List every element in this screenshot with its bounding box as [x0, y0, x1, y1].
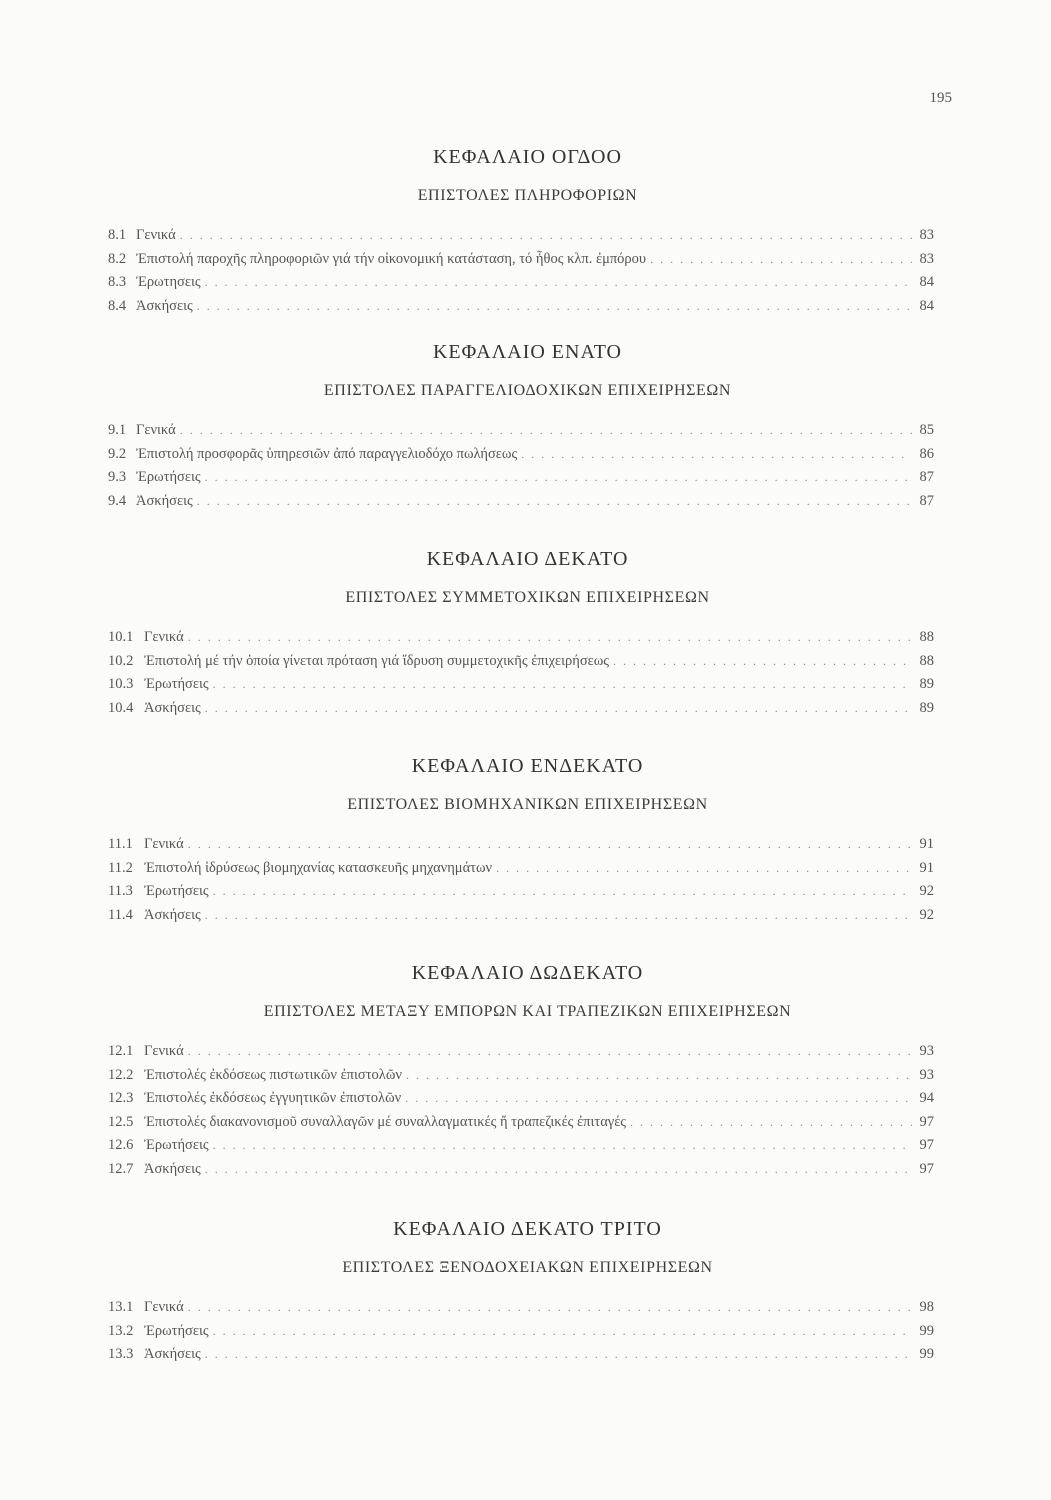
entry-title: Γενικά [144, 836, 184, 852]
toc-entry-9-4[interactable] [108, 493, 934, 517]
entry-number: 12.6 [108, 1137, 134, 1153]
entry-title: Ἀσκήσεις [144, 1160, 201, 1177]
entry-page: 97 [919, 1137, 934, 1153]
toc-entry-10-1[interactable] [108, 629, 934, 653]
toc-entry-12-6[interactable] [108, 1137, 934, 1161]
entry-number: 11.4 [108, 906, 133, 923]
entry-title: Ἀσκήσεις [144, 1346, 201, 1362]
entry-title: Ἐπιστολές διακανονισμοῦ συναλλαγῶν μέ συναλλαγματικές ἤ τραπεζικές ἐπιταγές [144, 1113, 627, 1130]
chapter-title: ΚΕΦΑΛΑΙΟ ΔΕΚΑΤΟ [426, 548, 629, 570]
toc-entry-13-3[interactable] [108, 1346, 934, 1370]
entry-title: Ἐπιστολή προσφορᾶς ὑπηρεσιῶν ἀπό παραγγελιοδόχο πωλήσεως [136, 445, 518, 462]
chapter-subtitle: ΕΠΙΣΤΟΛΕΣ ΒΙΟΜΗΧΑΝΙΚΩΝ ΕΠΙΧΕΙΡΗΣΕΩΝ [347, 796, 708, 813]
entry-page: 98 [919, 1299, 934, 1315]
chapter-title: ΚΕΦΑΛΑΙΟ ΕΝΑΤΟ [432, 341, 623, 363]
entry-page: 97 [919, 1160, 934, 1177]
dot-leader [180, 228, 912, 243]
dot-leader [197, 299, 912, 314]
chapter-10 [0, 548, 1051, 723]
entry-page: 91 [919, 859, 934, 876]
dot-leader [650, 252, 912, 267]
toc-entry-11-3[interactable] [108, 883, 934, 907]
dot-leader [180, 423, 912, 438]
entry-title: Γενικά [136, 422, 176, 438]
entry-number: 10.2 [108, 652, 134, 669]
entry-title: Ἐπιστολές ἐκδόσεως ἐγγυητικῶν ἐπιστολῶν [144, 1090, 402, 1106]
entry-number: 9.4 [108, 492, 127, 509]
chapter-subtitle: ΕΠΙΣΤΟΛΕΣ ΣΥΜΜΕΤΟΧΙΚΩΝ ΕΠΙΧΕΙΡΗΣΕΩΝ [345, 589, 710, 606]
entry-title: Ἀσκήσεις [144, 906, 201, 923]
entry-title: Ἐπιστολές ἐκδόσεως πιστωτικῶν ἐπιστολῶν [144, 1066, 402, 1083]
entry-title: Γενικά [136, 227, 176, 243]
toc-entry-10-2[interactable] [108, 653, 934, 677]
toc-entry-11-2[interactable] [108, 860, 934, 884]
chapter-title: ΚΕΦΑΛΑΙΟ ΕΝΔΕΚΑΤΟ [411, 755, 644, 777]
toc-list [0, 629, 1051, 723]
toc-entry-12-5[interactable] [108, 1114, 934, 1138]
entry-title: Ἐρωτήσεις [144, 883, 209, 899]
toc-entry-12-3[interactable] [108, 1090, 934, 1114]
toc-entry-11-4[interactable] [108, 907, 934, 931]
entry-number: 9.3 [108, 469, 127, 485]
chapter-subtitle: ΕΠΙΣΤΟΛΕΣ ΞΕΝΟΔΟΧΕΙΑΚΩΝ ΕΠΙΧΕΙΡΗΣΕΩΝ [342, 1259, 713, 1276]
toc-entry-10-4[interactable] [108, 700, 934, 724]
entry-title: Ἀσκήσεις [136, 492, 193, 509]
toc-list [0, 422, 1051, 516]
dot-leader [205, 275, 912, 290]
entry-number: 10.4 [108, 699, 134, 716]
dot-leader [205, 470, 912, 485]
dot-leader [213, 1324, 912, 1339]
toc-entry-13-2[interactable] [108, 1323, 934, 1347]
entry-number: 12.7 [108, 1160, 134, 1177]
entry-number: 11.1 [108, 836, 133, 852]
dot-leader [205, 908, 912, 923]
entry-number: 13.3 [108, 1346, 134, 1362]
toc-list [0, 1043, 1051, 1184]
toc-entry-9-2[interactable] [108, 446, 934, 470]
dot-leader [630, 1115, 912, 1130]
chapter-subtitle: ΕΠΙΣΤΟΛΕΣ ΜΕΤΑΞΥ ΕΜΠΟΡΩΝ ΚΑΙ ΤΡΑΠΕΖΙΚΩΝ ΕΠΙΧΕΙΡΗΣΕΩΝ [263, 1003, 792, 1020]
dot-leader [188, 837, 912, 852]
entry-page: 88 [919, 652, 934, 669]
entry-number: 11.2 [108, 859, 133, 876]
entry-title: Ἐρωτήσεις [144, 676, 209, 692]
entry-number: 13.1 [108, 1299, 134, 1315]
entry-title: Γενικά [144, 1043, 184, 1059]
entry-page: 83 [919, 227, 934, 243]
entry-page: 83 [919, 250, 934, 267]
dot-leader [213, 884, 912, 899]
dot-leader [521, 447, 912, 462]
entry-title: Ἐρωτησεις [136, 274, 201, 290]
entry-number: 12.5 [108, 1113, 134, 1130]
dot-leader [406, 1068, 912, 1083]
dot-leader [496, 861, 912, 876]
entry-number: 9.2 [108, 445, 127, 462]
entry-title: Ἐπιστολή παροχῆς πληροφοριῶν γιά τήν οἰκονομική κατάσταση, τό ἦθος κλπ. ἐμπόρου [136, 250, 647, 267]
entry-page: 84 [919, 274, 934, 290]
entry-number: 9.1 [108, 422, 127, 438]
toc-entry-12-2[interactable] [108, 1067, 934, 1091]
dot-leader [188, 1044, 912, 1059]
entry-page: 91 [919, 836, 934, 852]
chapter-12 [0, 962, 1051, 1184]
chapter-8 [0, 146, 1051, 321]
toc-entry-12-1[interactable] [108, 1043, 934, 1067]
toc-list [0, 227, 1051, 321]
entry-page: 93 [919, 1043, 934, 1059]
toc-entry-10-3[interactable] [108, 676, 934, 700]
dot-leader [197, 494, 912, 509]
entry-number: 12.2 [108, 1066, 134, 1083]
entry-page: 87 [919, 492, 934, 509]
entry-page: 99 [919, 1346, 934, 1362]
toc-entry-9-3[interactable] [108, 469, 934, 493]
dot-leader [205, 1162, 912, 1177]
dot-leader [205, 701, 912, 716]
entry-number: 8.1 [108, 227, 127, 243]
chapter-subtitle: ΕΠΙΣΤΟΛΕΣ ΠΛΗΡΟΦΟΡΙΩΝ [417, 187, 638, 204]
entry-page: 97 [919, 1113, 934, 1130]
entry-title: Ἐπιστολή ἱδρύσεως βιομηχανίας κατασκευῆς μηχανημάτων [144, 859, 493, 876]
dot-leader [188, 630, 912, 645]
entry-number: 10.3 [108, 676, 134, 692]
entry-page: 92 [919, 906, 934, 923]
entry-page: 87 [919, 469, 934, 485]
entry-page: 89 [919, 676, 934, 692]
toc-entry-13-1[interactable] [108, 1299, 934, 1323]
entry-number: 8.3 [108, 274, 127, 290]
page-number: 195 [929, 90, 952, 106]
entry-page: 93 [919, 1066, 934, 1083]
entry-number: 13.2 [108, 1322, 134, 1339]
entry-title: Ἐρωτήσεις [144, 1322, 209, 1339]
entry-title: Ἀσκήσεις [136, 297, 193, 314]
chapter-13 [0, 1218, 1051, 1370]
chapter-title: ΚΕΦΑΛΑΙΟ ΟΓΔΟΟ [433, 146, 622, 168]
chapter-title: ΚΕΦΑΛΑΙΟ ΔΩΔΕΚΑΤΟ [411, 962, 644, 984]
entry-title: Γενικά [144, 629, 184, 645]
entry-page: 94 [919, 1090, 934, 1106]
entry-page: 99 [919, 1322, 934, 1339]
dot-leader [405, 1091, 912, 1106]
toc-list [0, 1299, 1051, 1370]
entry-title: Γενικά [144, 1299, 184, 1315]
entry-number: 12.3 [108, 1090, 134, 1106]
toc-entry-8-1[interactable] [108, 227, 934, 251]
dot-leader [213, 677, 912, 692]
toc-list [0, 836, 1051, 930]
entry-number: 8.4 [108, 297, 127, 314]
toc-entry-8-3[interactable] [108, 274, 934, 298]
entry-title: Ἐρωτήσεις [136, 469, 201, 485]
toc-entry-11-1[interactable] [108, 836, 934, 860]
entry-title: Ἐπιστολή μέ τήν ὁποία γίνεται πρόταση γιά ἵδρυση συμμετοχικῆς ἐπιχειρήσεως [144, 652, 610, 669]
toc-entry-12-7[interactable] [108, 1161, 934, 1185]
entry-number: 10.1 [108, 629, 134, 645]
entry-number: 11.3 [108, 883, 133, 899]
entry-page: 85 [919, 422, 934, 438]
chapter-9 [0, 341, 1051, 516]
entry-title: Ἀσκήσεις [144, 699, 201, 716]
toc-entry-9-1[interactable] [108, 422, 934, 446]
dot-leader [188, 1300, 912, 1315]
toc-entry-8-4[interactable] [108, 298, 934, 322]
entry-number: 8.2 [108, 250, 127, 267]
dot-leader [205, 1347, 912, 1362]
chapter-subtitle: ΕΠΙΣΤΟΛΕΣ ΠΑΡΑΓΓΕΛΙΟΔΟΧΙΚΩΝ ΕΠΙΧΕΙΡΗΣΕΩΝ [323, 382, 732, 399]
entry-page: 89 [919, 699, 934, 716]
dot-leader [213, 1138, 912, 1153]
entry-number: 12.1 [108, 1043, 134, 1059]
entry-page: 86 [919, 445, 934, 462]
chapter-11 [0, 755, 1051, 930]
toc-entry-8-2[interactable] [108, 251, 934, 275]
entry-title: Ἐρωτήσεις [144, 1137, 209, 1153]
entry-page: 88 [919, 629, 934, 645]
chapter-title: ΚΕΦΑΛΑΙΟ ΔΕΚΑΤΟ ΤΡΙΤΟ [393, 1218, 662, 1240]
entry-page: 92 [919, 883, 934, 899]
dot-leader [613, 654, 912, 669]
entry-page: 84 [919, 297, 934, 314]
